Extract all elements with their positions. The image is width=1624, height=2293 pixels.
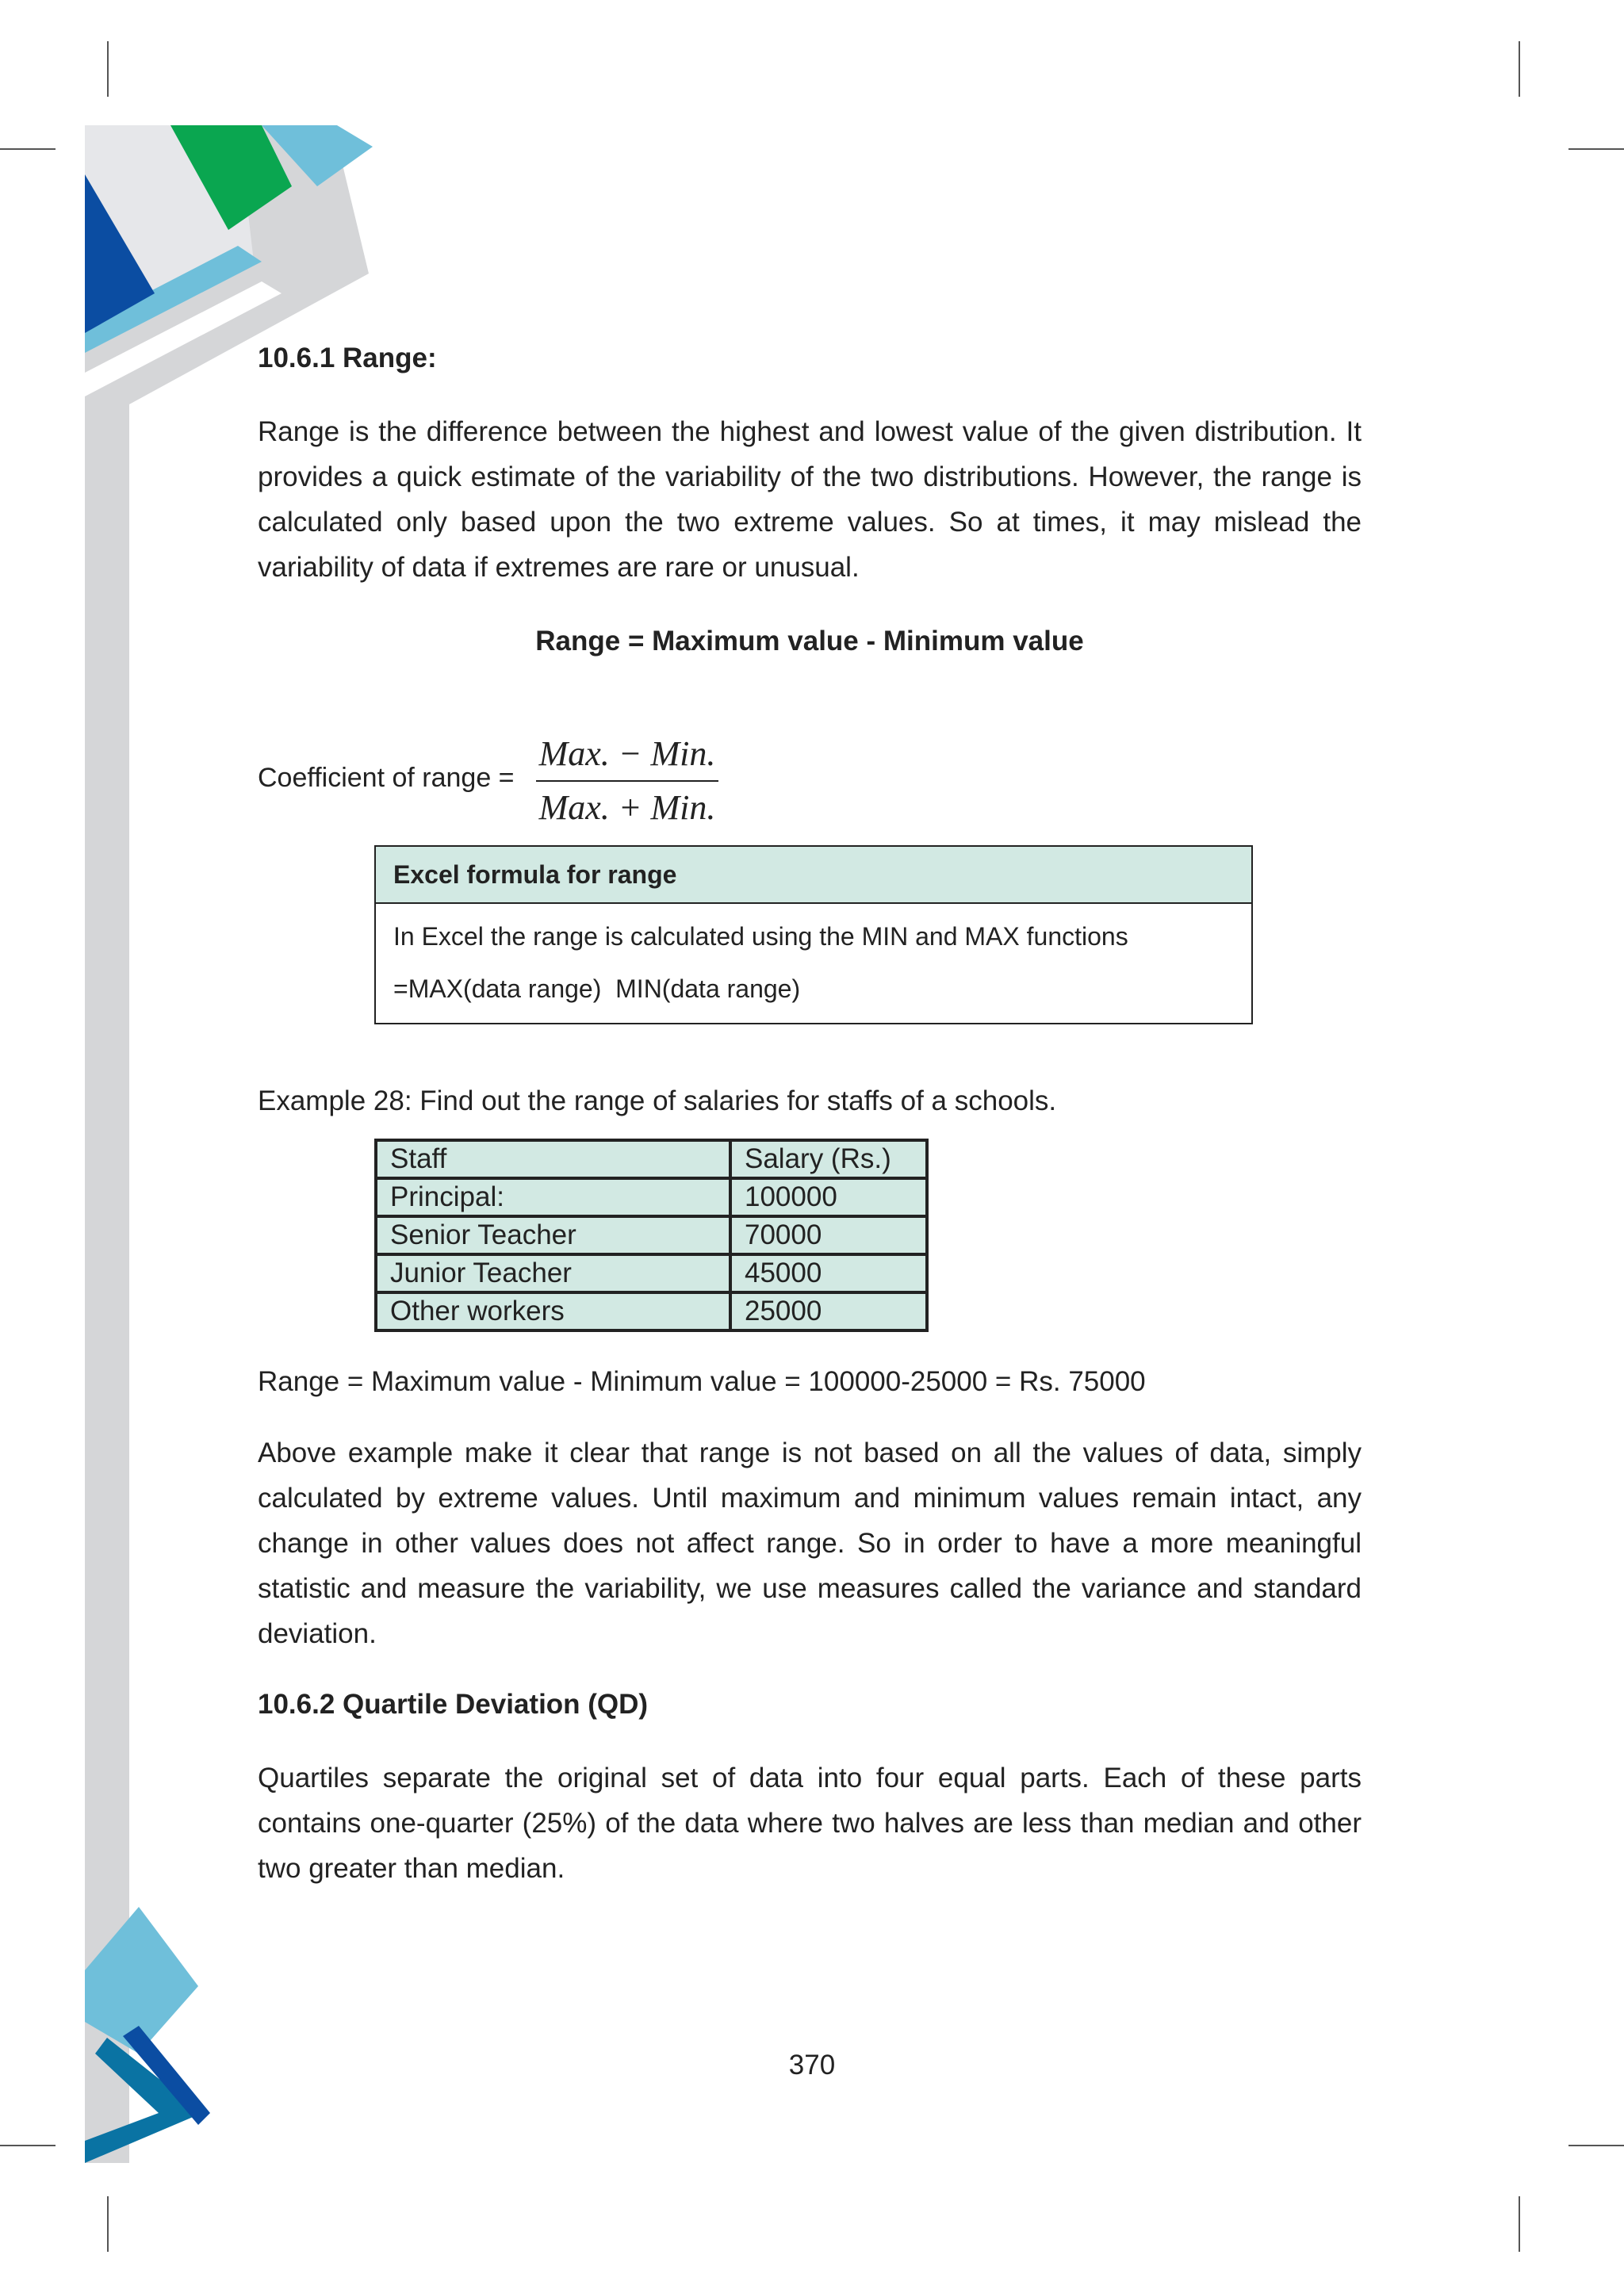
page-number: 370 <box>788 2050 836 2081</box>
crop-mark <box>1568 148 1624 150</box>
table-row <box>376 1254 927 1292</box>
table-cell: Junior Teacher <box>376 1254 730 1292</box>
coefficient-fraction <box>536 729 718 833</box>
fraction-numerator: Max. − Min. <box>538 734 716 773</box>
table-header-cell: Staff <box>376 1140 730 1178</box>
excel-box-line-1: In Excel the range is calculated using the MIN and MAX functions <box>393 922 1128 951</box>
fraction-denominator: Max. + Min. <box>538 788 716 827</box>
table-header-row <box>376 1140 927 1178</box>
table-row <box>376 1216 927 1254</box>
table-row <box>376 1178 927 1216</box>
table-cell: 70000 <box>730 1216 927 1254</box>
sidebar-strip <box>85 125 129 2163</box>
crop-mark <box>0 148 56 150</box>
table-cell: Senior Teacher <box>376 1216 730 1254</box>
excel-box-title: Excel formula for range <box>376 847 1251 904</box>
excel-box-line-2: =MAX(data range) MIN(data range) <box>393 974 801 1003</box>
table-header-cell: Salary (Rs.) <box>730 1140 927 1178</box>
excel-formula-box <box>374 845 1253 1024</box>
crop-mark <box>0 2145 56 2146</box>
salary-table <box>374 1139 929 1332</box>
crop-mark <box>107 2196 109 2252</box>
crop-mark <box>1519 2196 1520 2252</box>
section-heading-range: 10.6.1 Range: <box>258 343 437 373</box>
table-cell: Principal: <box>376 1178 730 1216</box>
crop-mark <box>107 41 109 97</box>
table-cell: 25000 <box>730 1292 927 1330</box>
range-definition-paragraph: Range is the difference between the highest and lowest value of the given distribution. It provides a quick estimate of the variability of the two distributions. However, the range is calculated only based upon the two extreme values. So at times, it may mislead the variability of data if extremes are rare or unusual. <box>258 416 1362 583</box>
example-28-text: Example 28: Find out the range of salaries for staffs of a schools. <box>258 1085 1057 1116</box>
fraction-bar <box>536 780 718 782</box>
table-cell: Other workers <box>376 1292 730 1330</box>
table-cell: 100000 <box>730 1178 927 1216</box>
crop-mark <box>1568 2145 1624 2146</box>
coefficient-of-range-label: Coefficient of range = <box>258 763 515 793</box>
section-heading-quartile-deviation: 10.6.2 Quartile Deviation (QD) <box>258 1689 649 1720</box>
table-row <box>376 1292 927 1330</box>
crop-mark <box>1519 41 1520 97</box>
range-formula: Range = Maximum value - Minimum value <box>535 626 1084 657</box>
range-limitations-paragraph: Above example make it clear that range is not based on all the values of data, simply calculated by extreme values. Until maximum and minimum values remain intact, any change in other values does not affect range. So in order to have a more meaningful statistic and measure the variability, we use measures called the variance and standard deviation. <box>258 1437 1362 1649</box>
excel-box-body <box>376 904 1251 1023</box>
example-result: Range = Maximum value - Minimum value = 100000-25000 = Rs. 75000 <box>258 1366 1146 1397</box>
quartile-paragraph: Quartiles separate the original set of data into four equal parts. Each of these parts contains one-quarter (25%) of the data where two halves are less than median and other two greater than median. <box>258 1763 1362 1884</box>
table-cell: 45000 <box>730 1254 927 1292</box>
